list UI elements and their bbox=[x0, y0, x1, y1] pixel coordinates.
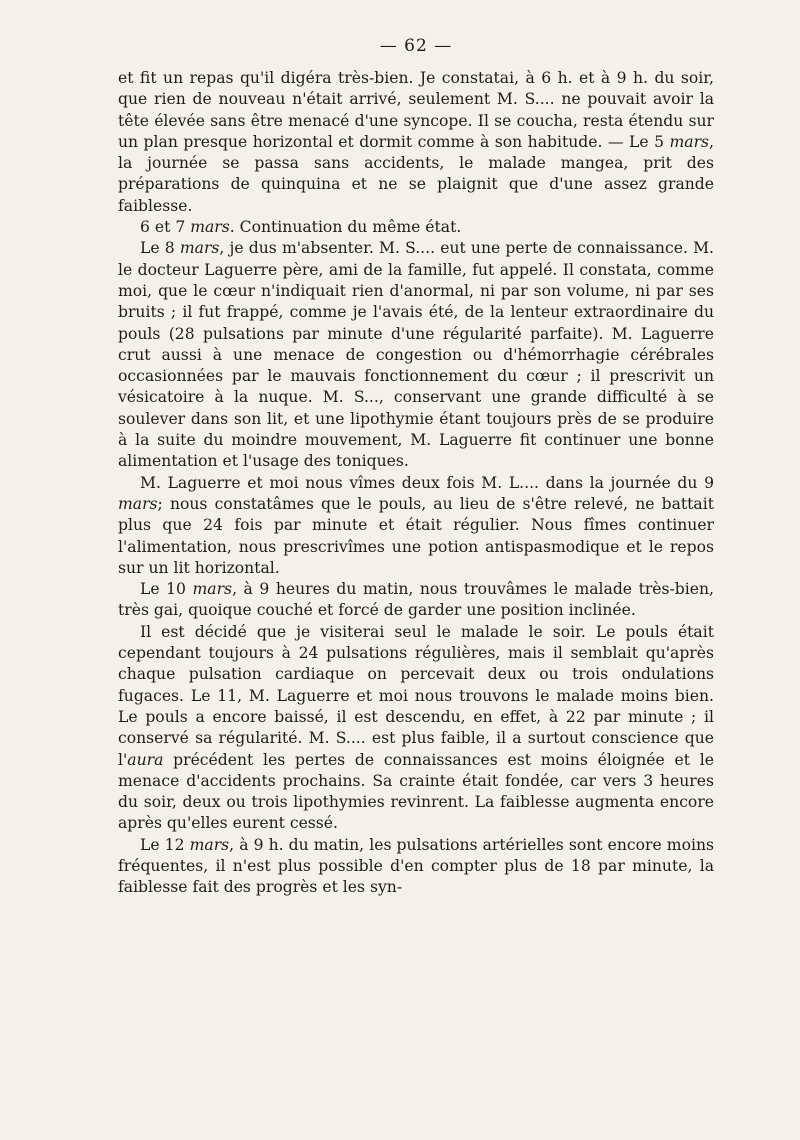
paragraph: M. Laguerre et moi nous vîmes deux fois M. L.... dans la journée du 9 mars; nous constatâmes que le pouls, au lieu de s'être relevé, ne battait plus que 24 fois par minute et était régulier. Nous fîmes continuer l'alimentation, nous prescrivîmes une potion antispasmodique et le repos sur un lit horizontal. bbox=[118, 473, 714, 577]
body-text bbox=[118, 68, 714, 899]
paragraph: Le 12 mars, à 9 h. du matin, les pulsations artérielles sont encore moins fréquentes, il n'est plus possible d'en compter plus de 18 par minute, la faiblesse fait des progrès et les syn- bbox=[118, 835, 714, 897]
italic-text: mars bbox=[669, 132, 710, 151]
paragraph: Il est décidé que je visiterai seul le malade le soir. Le pouls était cependant toujours à 24 pulsations régulières, mais il semblait qu'après chaque pulsation cardiaque on percevait deux ou trois ondulations fugaces. Le 11, M. Laguerre et moi nous trouvons le malade moins bien. Le pouls a encore baissé, il est descendu, en effet, à 22 par minute ; il conservé sa régularité. M. S.... est plus faible, il a surtout conscience que l'aura précédent les pertes de connaissances est moins éloignée et le menace d'accidents prochains. Sa crainte était fondée, car vers 3 heures du soir, deux ou trois lipothymies revinrent. La faiblesse augmenta encore après qu'elles eurent cessé. bbox=[118, 622, 714, 833]
italic-text: mars bbox=[190, 218, 230, 237]
italic-text: mars bbox=[192, 580, 233, 599]
italic-text: aura bbox=[127, 750, 164, 769]
paragraph: Le 8 mars, je dus m'absenter. M. S.... eut une perte de connaissance. M. le docteur Laguerre père, ami de la famille, fut appelé. Il constata, comme moi, que le cœur n'indiquait rien d'anormal, ni par son volume, ni par ses bruits ; il fut frappé, comme je l'avais été, de la lenteur extraordinaire du pouls (28 pulsations par minute d'une régularité parfaite). M. Laguerre crut aussi à une menace de congestion ou d'hémorrhagie cérébrales occasionnées par le mauvais fonctionnement du cœur ; il prescrivit un vésicatoire à la nuque. M. S..., conservant une grande difficulté à se soulever dans son lit, et une lipothymie étant toujours près de se produire à la suite du moindre mouvement, M. Laguerre fit continuer une bonne alimentation et l'usage des toniques. bbox=[118, 239, 714, 471]
paragraph: Le 10 mars, à 9 heures du matin, nous trouvâmes le malade très-bien, très gai, quoique couché et forcé de garder une position inclinée. bbox=[118, 580, 714, 620]
paragraph: et fit un repas qu'il digéra très-bien. Je constatai, à 6 h. et à 9 h. du soir, que rien de nouveau n'était arrivé, seulement M. S.... ne pouvait avoir la tête élevée sans être menacé d'une syncope. Il se coucha, resta étendu sur un plan presque horizontal et dormit comme à son habitude. — Le 5 mars, la journée se passa sans accidents, le malade mangea, prit des préparations de quinquina et ne se plaignit que d'une assez grande faiblesse. bbox=[118, 69, 714, 215]
italic-text: mars bbox=[189, 835, 230, 854]
italic-text: mars bbox=[179, 239, 220, 258]
paragraph: 6 et 7 mars. Continuation du même état. bbox=[140, 218, 462, 237]
page-number: — 62 — bbox=[379, 36, 453, 56]
italic-text: mars bbox=[118, 494, 158, 513]
